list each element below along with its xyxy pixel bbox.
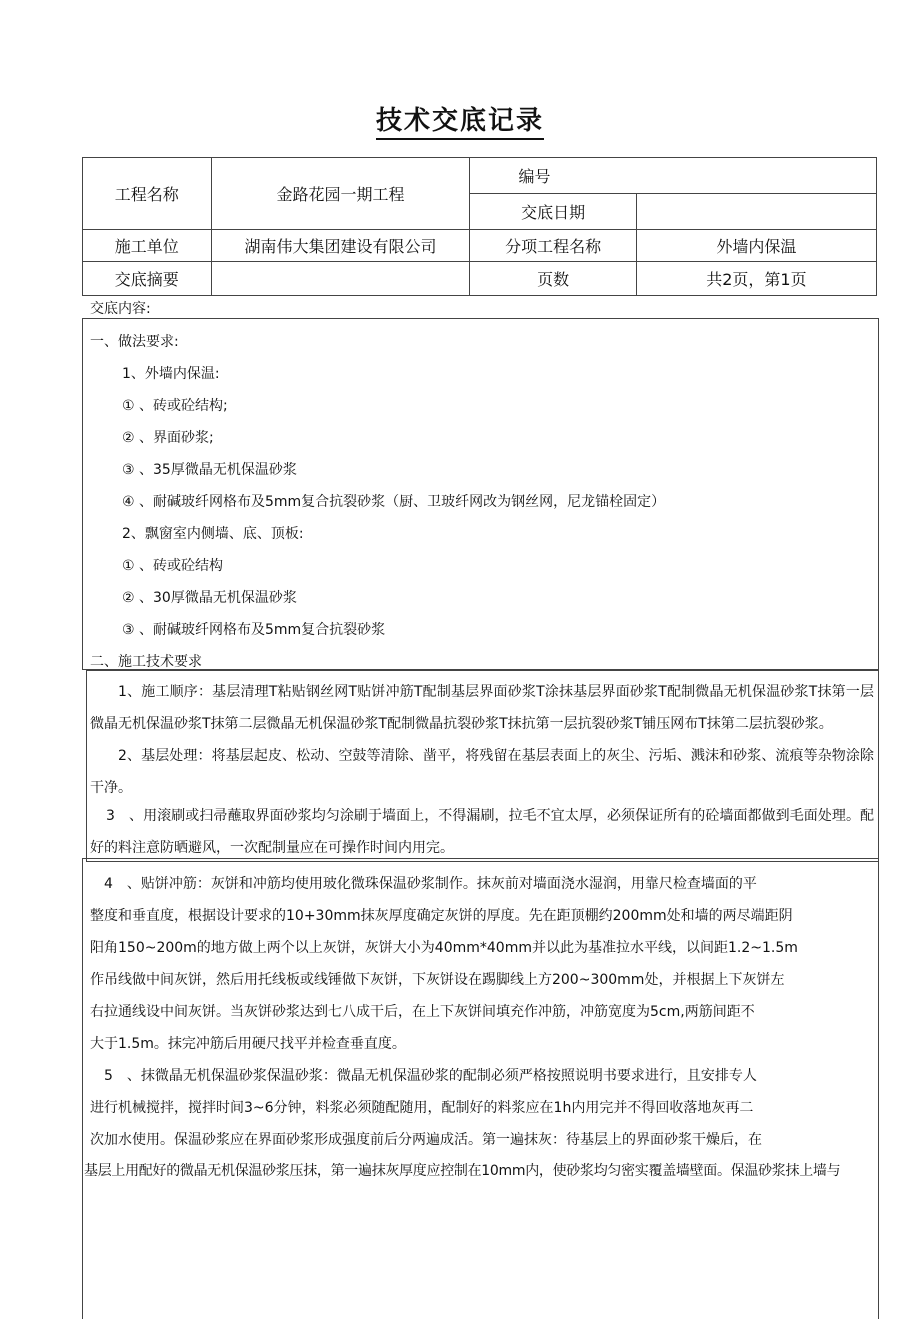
part1-item: ③ 、耐碱玻纤网格布及5mm复合抗裂砂浆 xyxy=(122,622,386,638)
paragraph-line: 基层上用配好的微晶无机保温砂浆压抹，第一遍抹灰厚度应控制在10mm内，使砂浆均匀密实覆盖墙壁面。保温砂浆抹上墙与 xyxy=(84,1163,841,1179)
number-label: 编号 xyxy=(470,158,877,194)
paragraph-line: 右拉通线设中间灰饼。当灰饼砂浆达到七八成干后，在上下灰饼间填充作冲筋，冲筋宽度为5cm,两筋间距不 xyxy=(90,1004,755,1020)
pages-value: 共2页，第1页 xyxy=(636,262,876,296)
date-label: 交底日期 xyxy=(470,194,636,230)
project-name-label: 工程名称 xyxy=(83,158,212,230)
document-title: 技术交底记录 xyxy=(0,100,920,137)
header-table xyxy=(82,157,877,296)
paragraph-line: 阳角150~200m的地方做上两个以上灰饼，灰饼大小为40mm*40mm并以此为基准拉水平线，以间距1.2~1.5m xyxy=(90,940,798,956)
paragraph-base-treatment: 2、基层处理：将基层起皮、松动、空鼓等清除、凿平，将残留在基层表面上的灰尘、污垢、溅沫和砂浆、流痕等杂物涂除干净。 xyxy=(90,748,874,796)
part1-item: 2、飘窗室内侧墙、底、顶板: xyxy=(122,526,304,542)
part1-item: ① 、砖或砼结构 xyxy=(122,558,224,574)
paragraph-line: 4 、贴饼冲筋：灰饼和冲筋均使用玻化微珠保温砂浆制作。抹灰前对墙面浇水湿润，用靠尺检查墙面的平 xyxy=(104,876,757,892)
pages-label: 页数 xyxy=(470,262,636,296)
summary-label: 交底摘要 xyxy=(83,262,212,296)
paragraph-sequence: 1、施工顺序：基层清理T粘贴钢丝网T贴饼冲筋T配制基层界面砂浆T涂抹基层界面砂浆T配制微晶无机保温砂浆T抹第一层微晶无机保温砂浆T抹第二层微晶无机保温砂浆T配制微晶抗裂砂浆T抹抗第一层抗裂砂浆T铺压网布T抹第二层抗裂砂浆。 xyxy=(90,684,874,732)
part1-item: ① 、砖或砼结构; xyxy=(122,398,228,414)
part2-heading: 二、施工技术要求 xyxy=(90,654,202,670)
subproject-value: 外墙内保温 xyxy=(636,230,876,262)
project-name-value: 金路花园一期工程 xyxy=(211,158,470,230)
part1-item: ② 、界面砂浆; xyxy=(122,430,214,446)
content-label: 交底内容: xyxy=(90,301,151,317)
paragraph-line: 大于1.5m。抹完冲筋后用硬尺找平并检查垂直度。 xyxy=(90,1036,406,1052)
construction-box-2 xyxy=(82,858,879,1319)
paragraph-line: 作吊线做中间灰饼，然后用托线板或线锤做下灰饼，下灰饼设在踢脚线上方200~300mm处，并根据上下灰饼左 xyxy=(90,972,785,988)
part1-heading: 一、做法要求: xyxy=(90,334,179,350)
paragraph-interface-mortar: 3 、用滚刷或扫帚蘸取界面砂浆均匀涂刷于墙面上，不得漏刷，拉毛不宜太厚，必须保证所有的砼墙面都做到毛面处理。配好的料注意防晒避风，一次配制量应在可操作时间内用完。 xyxy=(90,808,874,856)
summary-value xyxy=(211,262,470,296)
contractor-value: 湖南伟大集团建设有限公司 xyxy=(211,230,470,262)
paragraph-line: 整度和垂直度，根据设计要求的10+30mm抹灰厚度确定灰饼的厚度。先在距顶棚约200mm处和墙的两尽端距阴 xyxy=(90,908,793,924)
part1-item: ② 、30厚微晶无机保温砂浆 xyxy=(122,590,297,606)
part1-item: 1、外墙内保温: xyxy=(122,366,220,382)
contractor-label: 施工单位 xyxy=(83,230,212,262)
paragraph-line: 5 、抹微晶无机保温砂浆保温砂浆：微晶无机保温砂浆的配制必须严格按照说明书要求进行，且安排专人 xyxy=(104,1068,757,1084)
date-value xyxy=(636,194,876,230)
part1-item: ③ 、35厚微晶无机保温砂浆 xyxy=(122,462,297,478)
paragraph-line: 进行机械搅拌，搅拌时间3~6分钟，料浆必须随配随用，配制好的料浆应在1h内用完并不得回收落地灰再二 xyxy=(90,1100,754,1116)
subproject-label: 分项工程名称 xyxy=(470,230,636,262)
part1-item: ④ 、耐碱玻纤网格布及5mm复合抗裂砂浆（厨、卫玻纤网改为钢丝网，尼龙锚栓固定） xyxy=(122,494,666,510)
paragraph-line: 次加水使用。保温砂浆应在界面砂浆形成强度前后分两遍成活。第一遍抹灰：待基层上的界面砂浆干燥后，在 xyxy=(90,1132,762,1148)
